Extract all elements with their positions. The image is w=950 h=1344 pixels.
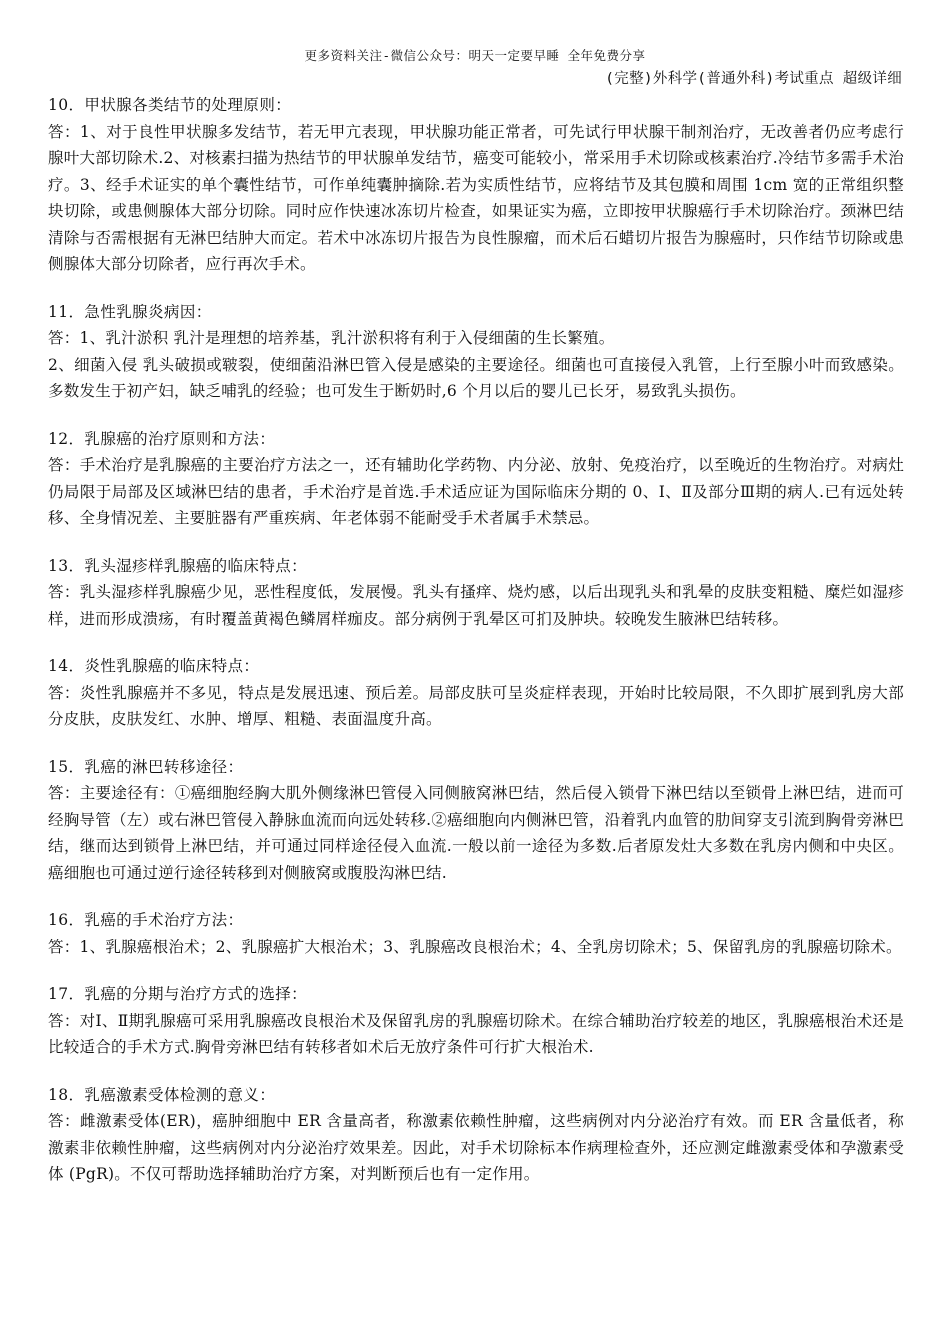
qa-section-15 <box>48 754 904 887</box>
answer-paragraph: 答：对Ⅰ、Ⅱ期乳腺癌可采用乳腺癌改良根治术及保留乳房的乳腺癌切除术。在综合辅助治疗较差的地区，乳腺癌根治术还是比较适合的手术方式.胸骨旁淋巴结有转移者如术后无放疗条件可行扩大根治术. <box>48 1011 904 1056</box>
qa-section-12 <box>48 426 904 532</box>
question-heading: 14．炎性乳腺癌的临床特点： <box>48 657 260 675</box>
document-body <box>48 92 904 1209</box>
question-heading: 16．乳癌的手术治疗方法： <box>48 911 244 929</box>
question-heading: 11．急性乳腺炎病因： <box>48 302 212 321</box>
answer-paragraph: 2、细菌入侵 乳头破损或皲裂，使细菌沿淋巴管入侵是感染的主要途径。细菌也可直接侵入乳管，上行至腺小叶而致感染。多数发生于初产妇，缺乏哺乳的经验；也可发生于断奶时,6 个月以后的婴儿已长牙，易致乳头损伤。 <box>48 355 904 400</box>
question-heading: 15．乳癌的淋巴转移途径： <box>48 757 244 776</box>
question-heading: 17．乳癌的分期与治疗方式的选择： <box>48 985 308 1003</box>
header-document-title: (完整)外科学(普通外科)考试重点 超级详细 <box>605 71 902 87</box>
answer-paragraph: 答：主要途径有：①癌细胞经胸大肌外侧缘淋巴管侵入同侧腋窝淋巴结，然后侵入锁骨下淋巴结以至锁骨上淋巴结，进而可经胸导管（左）或右淋巴管侵入静脉血流而向远处转移.②癌细胞向内侧淋巴管，沿着乳内血管的肋间穿支引流到胸骨旁淋巴结，继而达到锁骨上淋巴结，并可通过同样途径侵入血流.一般以前一途径为多数.后者原发灶大多数在乳房内侧和中央区。癌细胞也可通过逆行途径转移到对侧腋窝或腹股沟淋巴结. <box>48 784 904 882</box>
qa-section-10 <box>48 92 904 278</box>
qa-section-13 <box>48 553 904 633</box>
answer-paragraph: 答：炎性乳腺癌并不多见，特点是发展迅速、预后差。局部皮肤可呈炎症样表现，开始时比较局限，不久即扩展到乳房大部分皮肤，皮肤发红、水肿、增厚、粗糙、表面温度升高。 <box>48 683 904 728</box>
qa-section-17 <box>48 981 904 1061</box>
question-heading: 18．乳癌激素受体检测的意义： <box>48 1085 276 1104</box>
qa-section-18 <box>48 1082 904 1188</box>
qa-section-16 <box>48 907 904 960</box>
question-heading: 12．乳腺癌的治疗原则和方法： <box>48 429 276 448</box>
question-heading: 13．乳头湿疹样乳腺癌的临床特点： <box>48 556 308 575</box>
answer-paragraph: 答：手术治疗是乳腺癌的主要治疗方法之一，还有辅助化学药物、内分泌、放射、免疫治疗，以至晚近的生物治疗。对病灶仍局限于局部及区域淋巴结的患者，手术治疗是首选.手术适应证为国际临床分期的 0、Ⅰ、Ⅱ及部分Ⅲ期的病人.已有远处转移、全身情况差、主要脏器有严重疾病、年老体弱不能耐受手术者属手术禁忌。 <box>48 456 904 527</box>
answer-paragraph: 答：1、乳腺癌根治术；2、乳腺癌扩大根治术；3、乳腺癌改良根治术；4、全乳房切除术；5、保留乳房的乳腺癌切除术。 <box>48 937 902 956</box>
question-heading: 10．甲状腺各类结节的处理原则： <box>48 96 292 114</box>
answer-paragraph: 答：乳头湿疹样乳腺癌少见，恶性程度低，发展慢。乳头有搔痒、烧灼感，以后出现乳头和乳晕的皮肤变粗糙、糜烂如湿疹样，进而形成溃疡，有时覆盖黄褐色鳞屑样痂皮。部分病例于乳晕区可扪及肿块。较晚发生腋淋巴结转移。 <box>48 583 904 628</box>
qa-section-11 <box>48 299 904 405</box>
answer-paragraph: 答：雌激素受体(ER)，癌肿细胞中 ER 含量高者，称激素依赖性肿瘤，这些病例对内分泌治疗有效。而 ER 含量低者，称激素非依赖性肿瘤，这些病例对内分泌治疗效果差。因此，对手术切除标本作病理检查外，还应测定雌激素受体和孕激素受体 (PgR)。不仅可帮助选择辅助治疗方案，对判断预后也有一定作用。 <box>48 1112 904 1183</box>
answer-paragraph: 答：1、乳汁淤积 乳汁是理想的培养基，乳汁淤积将有利于入侵细菌的生长繁殖。 <box>48 329 615 347</box>
qa-section-14 <box>48 653 904 733</box>
answer-paragraph: 答：1、对于良性甲状腺多发结节，若无甲亢表现，甲状腺功能正常者，可先试行甲状腺干制剂治疗，无改善者仍应考虑行腺叶大部切除术.2、对核素扫描为热结节的甲状腺单发结节，癌变可能较小，常采用手术切除或核素治疗.冷结节多需手术治疗。3、经手术证实的单个囊性结节，可作单纯囊肿摘除.若为实质性结节，应将结节及其包膜和周围 1cm 宽的正常组织整块切除，或患侧腺体大部分切除。同时应作快速冰冻切片检查，如果证实为癌，立即按甲状腺癌行手术切除治疗。颈淋巴结清除与否需根据有无淋巴结肿大而定。若术中冰冻切片报告为良性腺瘤，而术后石蜡切片报告为腺癌时，只作结节切除或患侧腺体大部分切除者，应行再次手术。 <box>48 122 904 273</box>
header-promo-line: 更多资料关注-微信公众号：明天一定要早睡 全年免费分享 <box>304 48 646 63</box>
